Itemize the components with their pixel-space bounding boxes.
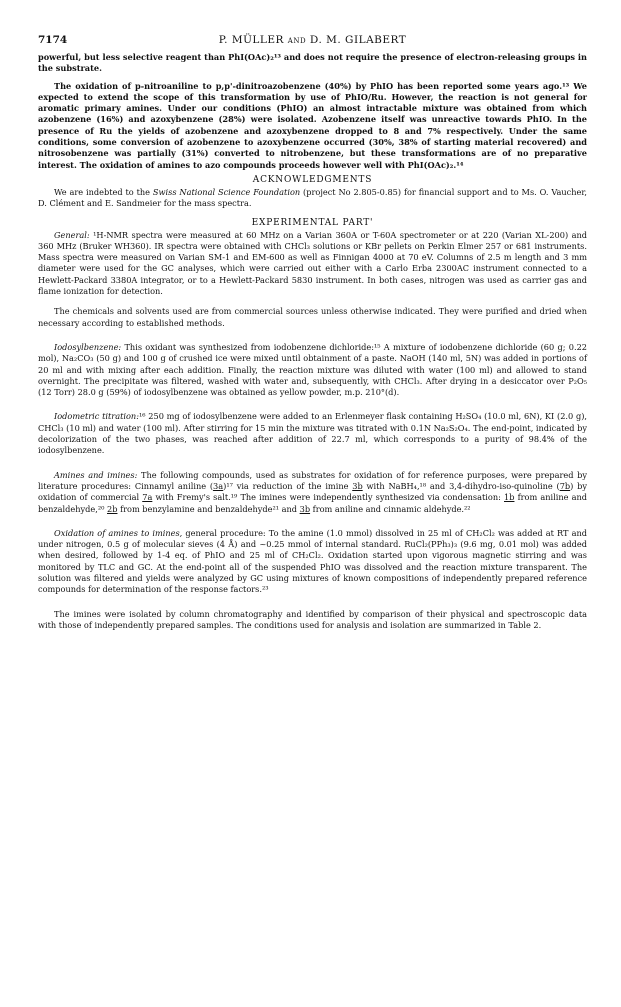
iodosylbenzene-label: Iodosylbenzene: — [54, 341, 122, 352]
imines-isolation-paragraph: The imines were isolated by column chromatography and identified by comparison of their physical and spectroscopic data with those of independently prepared samples. The conditions used for analysis and isolation are summarized in Table 2. — [38, 608, 587, 630]
iodosylbenzene-paragraph: Iodosylbenzene: This oxidant was synthesized from iodobenzene dichloride:¹⁵ A mixture of iodobenzene dichloride (60 g; 0.22 mol), Na₂CO₃ (50 g) and 100 g of crushed ice were mixed until obtainment of a paste. NaOH (140 ml, 5N) was added in portions of 20 ml and with mixing after each addition. Finally, the reaction mixture was diluted with water (100 ml) and allowed to stand overnight. The precipitate was filtered, washed with water and, subsequently, with CHCl₃. After drying in a desiccator over P₂O₅ (12 Torr) 28.0 g (59%) of iodosylbenzene was obtained as yellow powder, m.p. 210°(d). — [38, 341, 587, 398]
acknowledgments-heading: ACKNOWLEDGMENTS — [252, 174, 373, 185]
compound-ref-3a: 3a — [213, 480, 224, 491]
journal-page — [38, 34, 587, 631]
acknowledgments-text: We are indebted to the Swiss National Science Foundation (project No 2.805-0.85) for financial support and to Ms. O. Vaucher, D. Clément and E. Sandmeier for the mass spectra. — [38, 186, 587, 209]
compound-ref-7b: 7b — [559, 480, 571, 491]
oxidation-procedure-paragraph: Oxidation of amines to imines, general procedure: To the amine (1.0 mmol) dissolved in 25 ml of CH₂Cl₂ was added at RT and under nitrogen, 0.5 g of molecular sieves (4 Å) and ~0.25 mmol of internal standard. RuCl₂(PPh₃)₃ (9.6 mg, 0.01 mol) was added when desired, followed by 1-4 eq. of PhIO and 25 ml of CH₂Cl₂. Oxidation started upon vigorous magnetic stirring and was monitored by TLC and GC. At the end-point all of the suspended PhIO was dissolved and the reaction mixture transparent. The solution was filtered and yields were analyzed by GC using mixtures of known compositions of independently prepared reference compounds for determination of the response factors.²³ — [38, 527, 587, 595]
running-header — [38, 34, 587, 52]
amines-imines-paragraph: Amines and imines: The following compounds, used as substrates for oxidation of for reference purposes, were prepared by literature procedures: Cinnamyl aniline (3a)¹⁷ via reduction of the imine 3b with NaBH₄,¹⁸ and 3,4-dihydro-iso-quinoline (7b) by oxidation of commercial 7a with Fremy's salt.¹⁹ The imines were independently synthesized via condensation: 1b from aniline and benzaldehyde,²⁰ 2b from benzylamine and benzaldehyde²¹ and 3b from aniline and cinnamic aldehyde.²² — [38, 469, 587, 514]
running-head-authors: P. MÜLLER and D. M. GILABERT — [218, 34, 407, 46]
compound-ref-1b: 1b — [504, 492, 515, 503]
compound-ref-2b: 2b — [107, 503, 118, 514]
intro-paragraph-2: The oxidation of p-nitroaniline to p,p'-dinitroazobenzene (40%) by PhIO has been reported some years ago.¹³ We expected to extend the scope of this transformation by use of PhIO/Ru. However, the reaction is not general for aromatic primary amines. Under our conditions (PhIO) an almost intractable mixture was obtained from which azobenzene (16%) and azoxybenzene (28%) were isolated. Azobenzene itself was unreactive towards PhIO. In the presence of Ru the yields of azobenzene and azoxybenzene dropped to 8 and 7% respectively. Under the same conditions, some conversion of azobenzene to azoxybenzene occurred (30%, 38% of starting material recovered) and nitrosobenzene was partially (31%) converted to nitrobenzene, but these transformations are of no preparative interest. The oxidation of amines to azo compounds proceeds however well with PhI(OAc)₂.¹⁴ — [38, 80, 587, 170]
compound-ref-3b: 3b — [352, 480, 363, 491]
chemicals-paragraph: The chemicals and solvents used are from commercial sources unless otherwise indicated. They were purified and dried when necessary according to established methods. — [38, 306, 587, 328]
compound-ref-7a: 7a — [142, 492, 153, 503]
amines-label: Amines and imines: — [54, 469, 138, 480]
experimental-heading: EXPERIMENTAL PART' — [251, 217, 374, 228]
compound-ref-3b-second: 3b — [299, 503, 311, 514]
oxidation-label: Oxidation of amines to imines, — [54, 527, 183, 538]
intro-paragraph-1: powerful, but less selective reagent than PhI(OAc)₂¹³ and does not require the presence of electron-releasing groups in the substrate. — [38, 52, 587, 74]
page-number: 7174 — [38, 34, 68, 46]
general-label: General: — [54, 229, 90, 240]
general-paragraph: General: ¹H-NMR spectra were measured at 60 MHz on a Varian 360A or T-60A spectrometer or at 220 (Varian XL-200) and 360 MHz (Bruker WH360). IR spectra were obtained with CHCl₃ solutions or KBr pellets on Perkin Elmer 257 or 681 instruments. Mass spectra were measured on Varian SM-1 and EM-600 as well as Finnigan 4000 at 70 eV. Columns of 2.5 m length and 3 mm diameter were used for the GC analyses, which were carried out either with a Carlo Erba 2300AC instrument connected to a Hewlett-Packard 3380A integrator, or to a Hewlett-Packard 5830 instrument. In both cases, nitrogen was used as carrier gas and flame ionization for detection. — [38, 229, 587, 297]
iodometric-label: Iodometric titration: — [54, 411, 139, 422]
iodometric-paragraph: Iodometric titration:¹⁶ 250 mg of iodosylbenzene were added to an Erlenmeyer flask containing H₂SO₄ (10.0 ml, 6N), KI (2.0 g), CHCl₃ (10 ml) and water (100 ml). After stirring for 15 min the mixture was titrated with 0.1N Na₂S₂O₄. The end-point, indicated by decolorization of the two phases, was reached after addition of 22.7 ml, which corresponds to a purity of 98.4% of the iodosylbenzene. — [38, 411, 587, 456]
